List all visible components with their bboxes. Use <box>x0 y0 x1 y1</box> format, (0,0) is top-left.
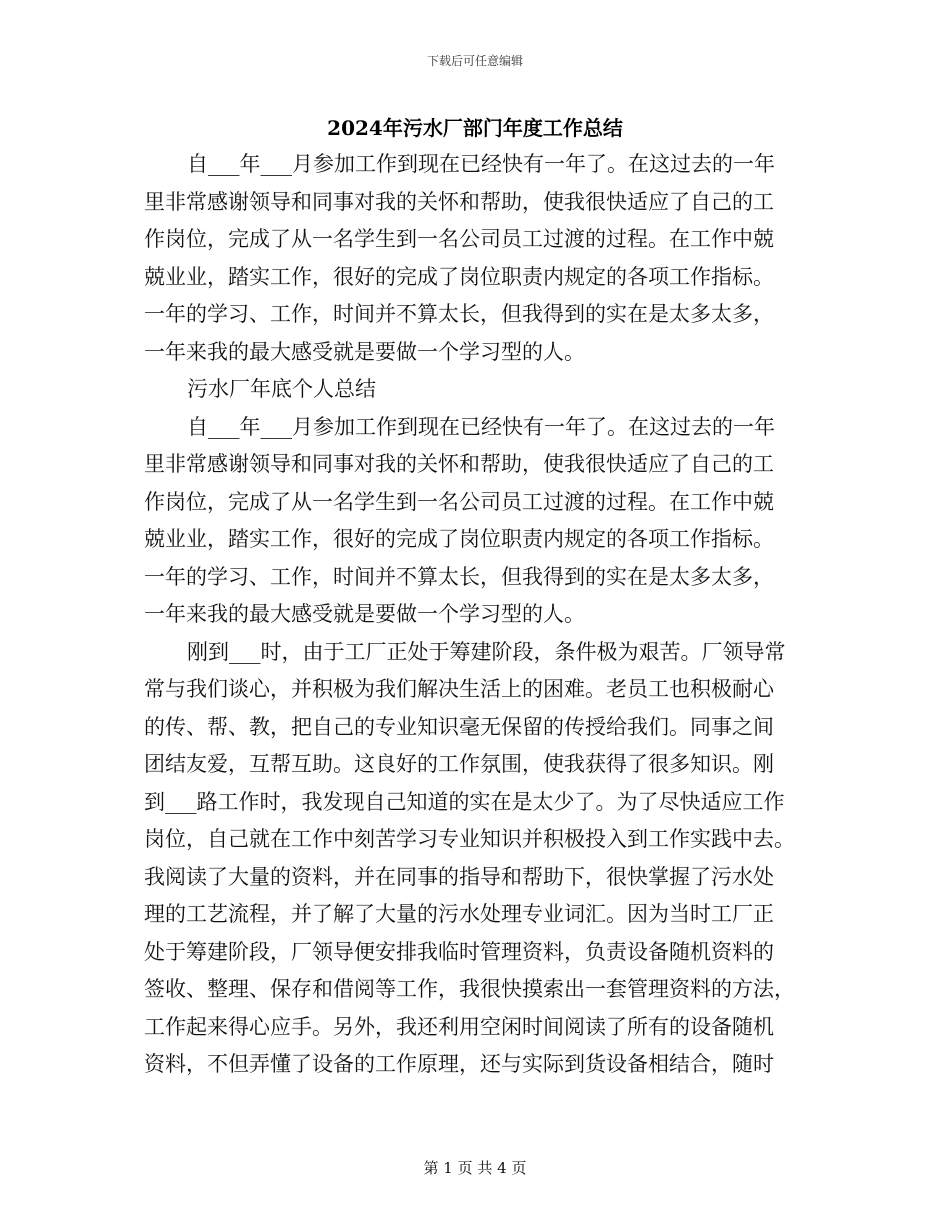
text-line: 自___年___月参加工作到现在已经快有一年了。在这过去的一年 <box>187 152 775 176</box>
text-line: 一年的学习、工作，时间并不算太长，但我得到的实在是太多太多， <box>144 302 774 326</box>
text-line: 刚到___时，由于工厂正处于筹建阶段，条件极为艰苦。厂领导常 <box>187 639 786 664</box>
document-body <box>144 146 814 1084</box>
text-line: 里非常感谢领导和同事对我的关怀和帮助，使我很快适应了自己的工 <box>144 189 774 214</box>
section-heading: 污水厂年底个人总结 <box>187 377 376 401</box>
text-line: 资料，不但弄懂了设备的工作原理，还与实际到货设备相结合，随时 <box>144 1052 774 1076</box>
text-line: 作岗位，完成了从一名学生到一名公司员工过渡的过程。在工作中兢 <box>144 227 774 251</box>
text-line: 兢业业，踏实工作，很好的完成了岗位职责内规定的各项工作指标。 <box>144 527 774 551</box>
text-line: 作岗位，完成了从一名学生到一名公司员工过渡的过程。在工作中兢 <box>144 489 774 514</box>
text-line: 的传、帮、教，把自己的专业知识毫无保留的传授给我们。同事之间 <box>144 714 774 739</box>
text-line: 团结友爱，互帮互助。这良好的工作氛围，使我获得了很多知识。刚 <box>144 752 774 776</box>
text-line: 处于筹建阶段，厂领导便安排我临时管理资料，负责设备随机资料的 <box>144 939 774 964</box>
text-line: 理的工艺流程，并了解了大量的污水处理专业词汇。因为当时工厂正 <box>144 902 774 926</box>
text-line: 岗位，自己就在工作中刻苦学习专业知识并积极投入到工作实践中去。 <box>144 827 795 851</box>
text-line: 常与我们谈心，并积极为我们解决生活上的困难。老员工也积极耐心 <box>144 677 774 701</box>
text-line: 工作起来得心应手。另外，我还利用空闲时间阅读了所有的设备随机 <box>144 1014 774 1039</box>
text-line: 一年的学习、工作，时间并不算太长，但我得到的实在是太多太多， <box>144 564 774 589</box>
page-header-note: 下载后可任意编辑 <box>426 54 523 68</box>
document-title: 2024年污水厂部门年度工作总结 <box>327 116 623 140</box>
text-line: 到___路工作时，我发现自己知道的实在是太少了。为了尽快适应工作 <box>144 789 785 814</box>
text-line: 自___年___月参加工作到现在已经快有一年了。在这过去的一年 <box>187 414 775 439</box>
text-line: 兢业业，踏实工作，很好的完成了岗位职责内规定的各项工作指标。 <box>144 264 774 289</box>
text-line: 一年来我的最大感受就是要做一个学习型的人。 <box>144 602 585 626</box>
page-footer-pagination: 第 1 页 共 4 页 <box>423 1159 527 1177</box>
text-line: 一年来我的最大感受就是要做一个学习型的人。 <box>144 339 585 364</box>
text-line: 我阅读了大量的资料，并在同事的指导和帮助下，很快掌握了污水处 <box>144 864 774 889</box>
text-line: 签收、整理、保存和借阅等工作，我很快摸索出一套管理资料的方法， <box>144 977 795 1001</box>
text-line: 里非常感谢领导和同事对我的关怀和帮助，使我很快适应了自己的工 <box>144 452 774 476</box>
